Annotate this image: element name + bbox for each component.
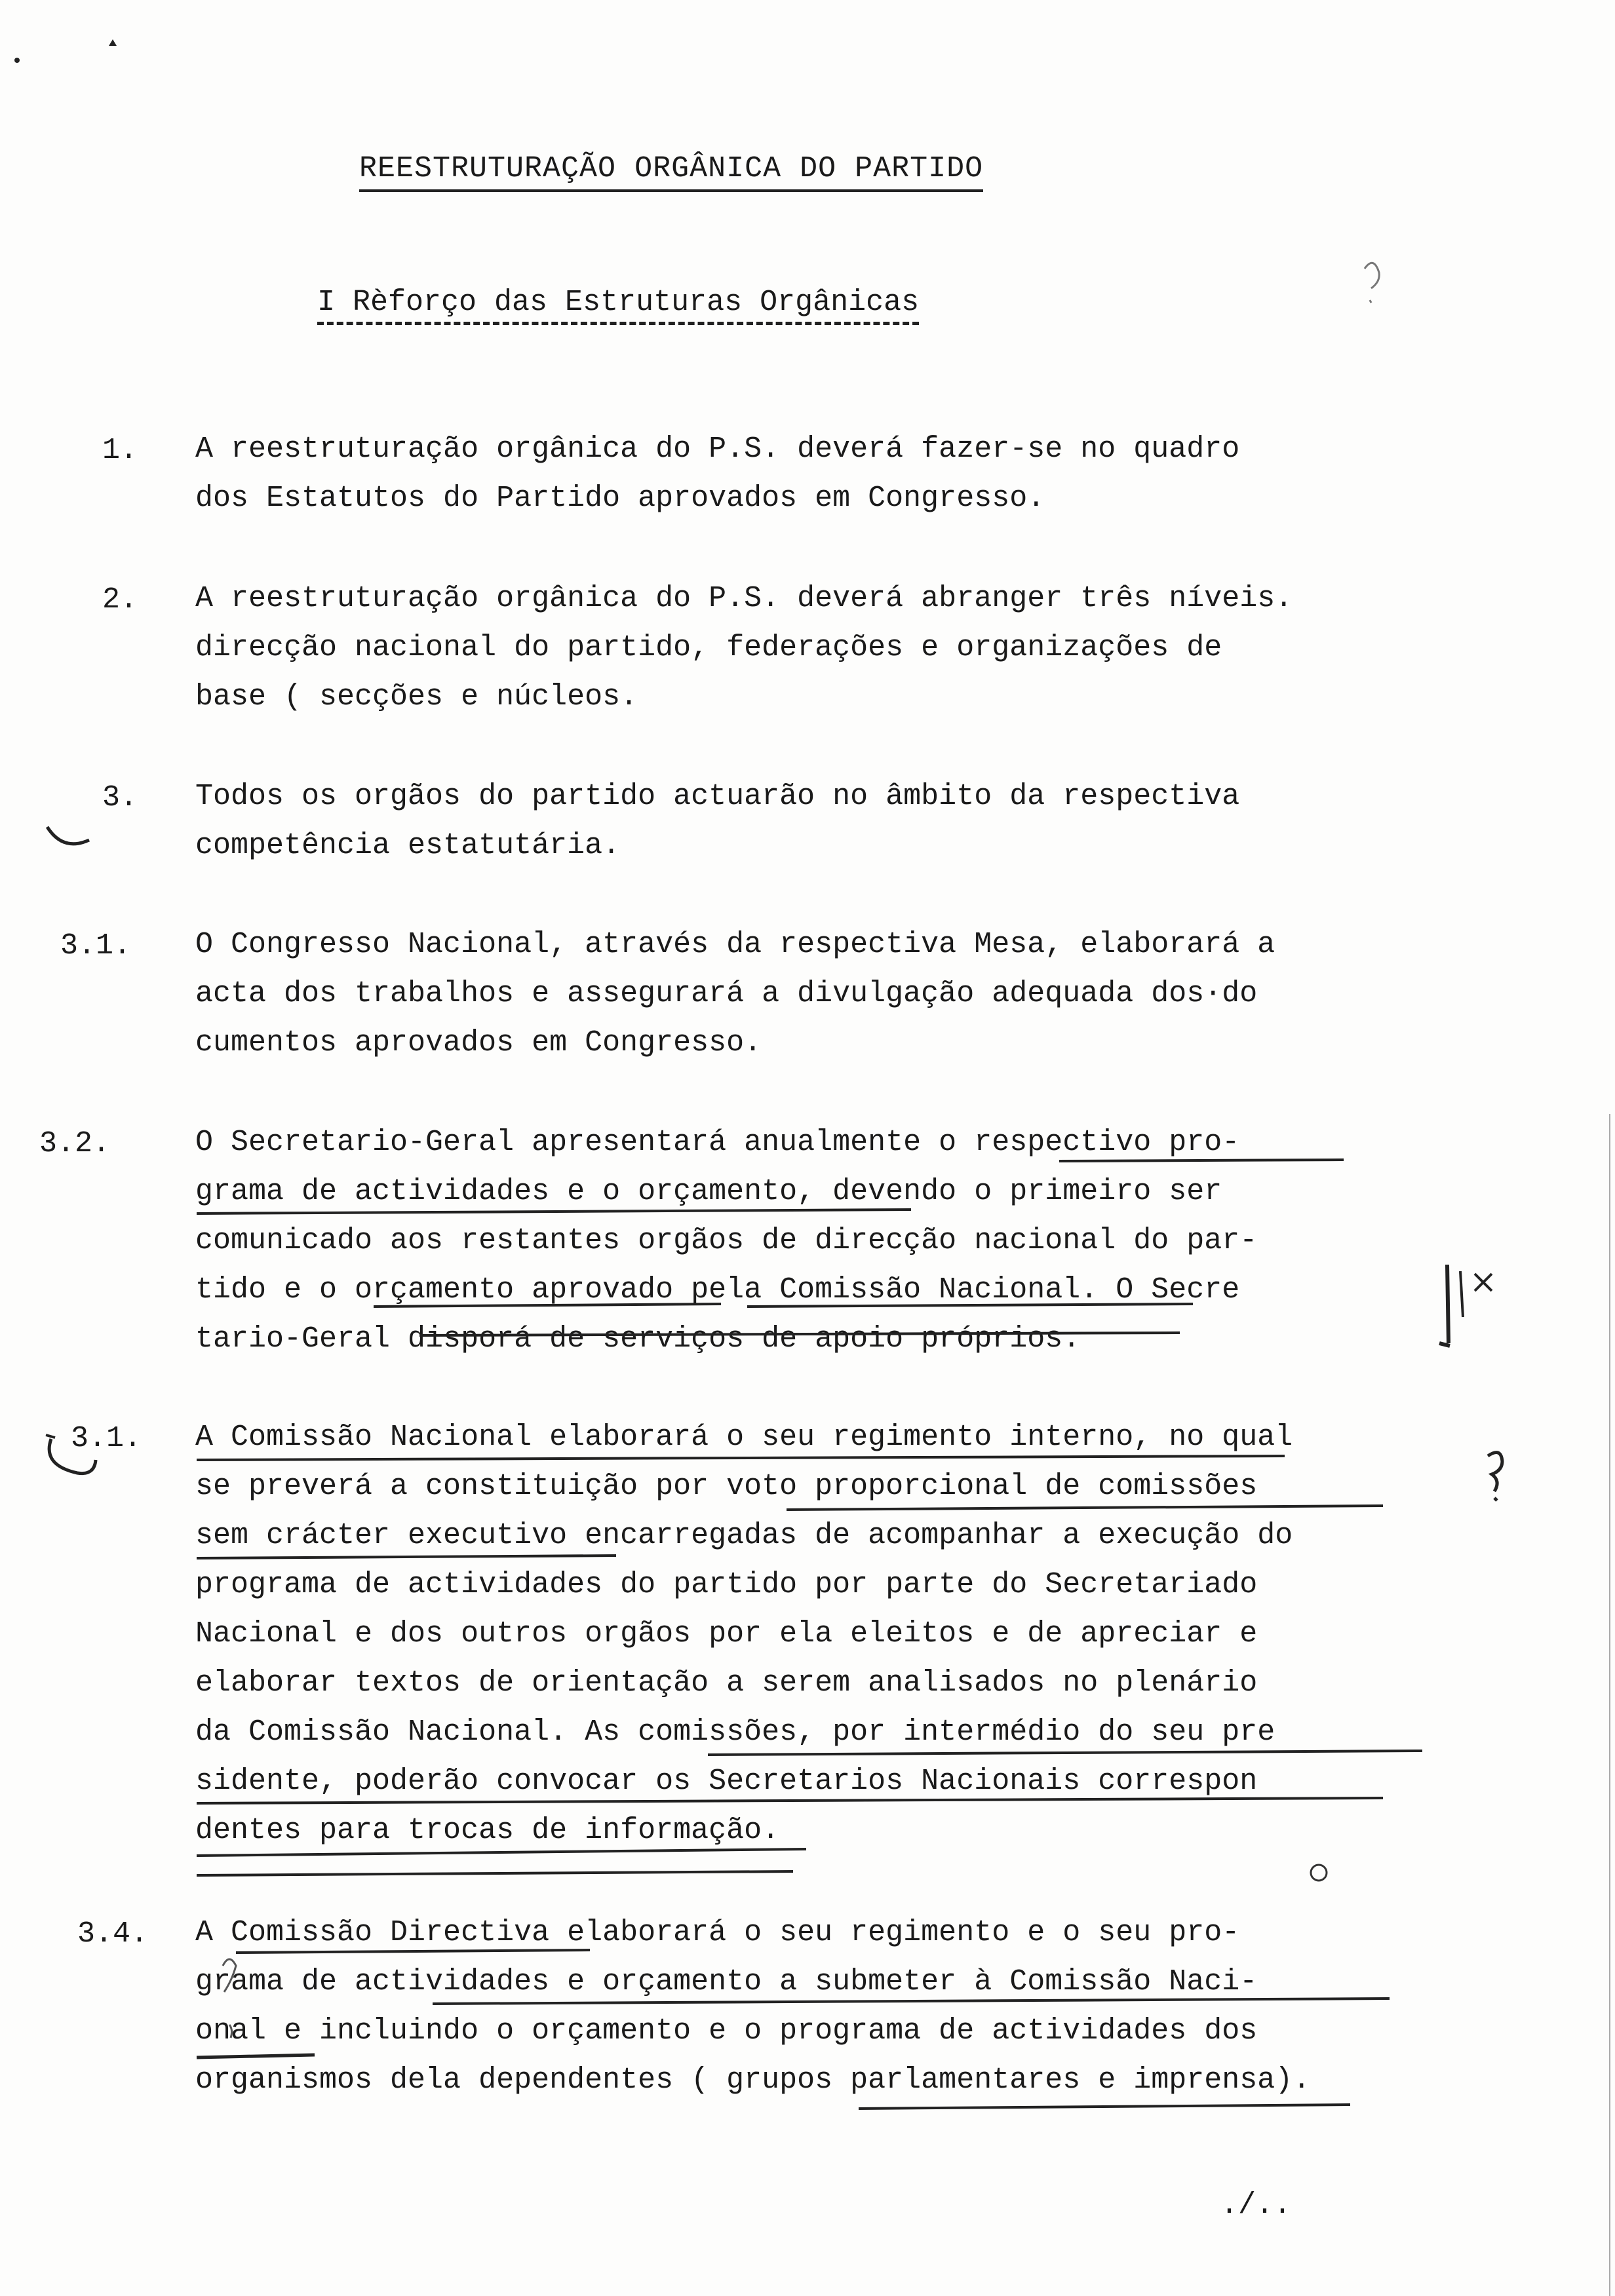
item-number: 2. [102,583,138,617]
item-text: O Congresso Nacional, através da respectiva Mesa, elaborará a acta dos trabalhos e assegurará a divulgação adequada dos·do cumentos aprovados em Congresso. [195,928,1275,1060]
item-text: Todos os orgãos do partido actuarão no âmbito da respectiva competência estatutária. [195,780,1240,862]
item-text: A Comissão Directiva elaborará o seu regimento e o seu pro- grama de actividades e orçamento a submeter à Comissão Naci- onal e incluindo o orçamento e o programa de actividades dos organismos dela dependentes ( grupos parlamentares e imprensa). [195,1916,1311,2097]
item-text: A reestruturação orgânica do P.S. deverá fazer-se no quadro dos Estatutos do Partido aprovados em Congresso. [195,432,1240,515]
item-text: A Comissão Nacional elaborará o seu regimento interno, no qual se preverá a constituição por voto proporcional de comissões sem crácter executivo encarregadas de acompanhar a execução do programa de actividades do partido por parte do Secretariado Nacional e dos outros orgãos por ela eleitos e de apreciar e elaborar textos de orientação a serem analisados no plenário da Comissão Nacional. As comissões, por intermédio do seu pre sidente, poderão convocar os Secretarios Nacionais correspon dentes para trocas de informação. [195,1421,1293,1847]
item-number: 3.1. [71,1422,142,1455]
item-number: 1. [102,434,138,467]
item-text: A reestruturação orgânica do P.S. deverá abranger três níveis. direcção nacional do partido, federações e organizações de base ( secções e núcleos. [195,582,1293,714]
item-number: 3.2. [39,1127,111,1160]
item-text: O Secretario-Geral apresentará anualmente o respectivo pro- grama de actividades e o orçamento, devendo o primeiro ser comunicado aos restantes orgãos de direcção nacional do par- tido e o orçamento aprovado pela Comissão Nacional. O Secre tario-Geral disporá de serviços de apoio próprios. [195,1126,1258,1356]
document-title: REESTRUTURAÇÃO ORGÂNICA DO PARTIDO [359,152,983,192]
item-number: 3.4. [77,1917,149,1951]
item-number: 3.1. [60,929,132,963]
item-number: 3. [102,781,138,814]
continuation-mark: ./.. [1220,2189,1292,2222]
section-heading: I Rèforço das Estruturas Orgânicas [317,286,919,325]
